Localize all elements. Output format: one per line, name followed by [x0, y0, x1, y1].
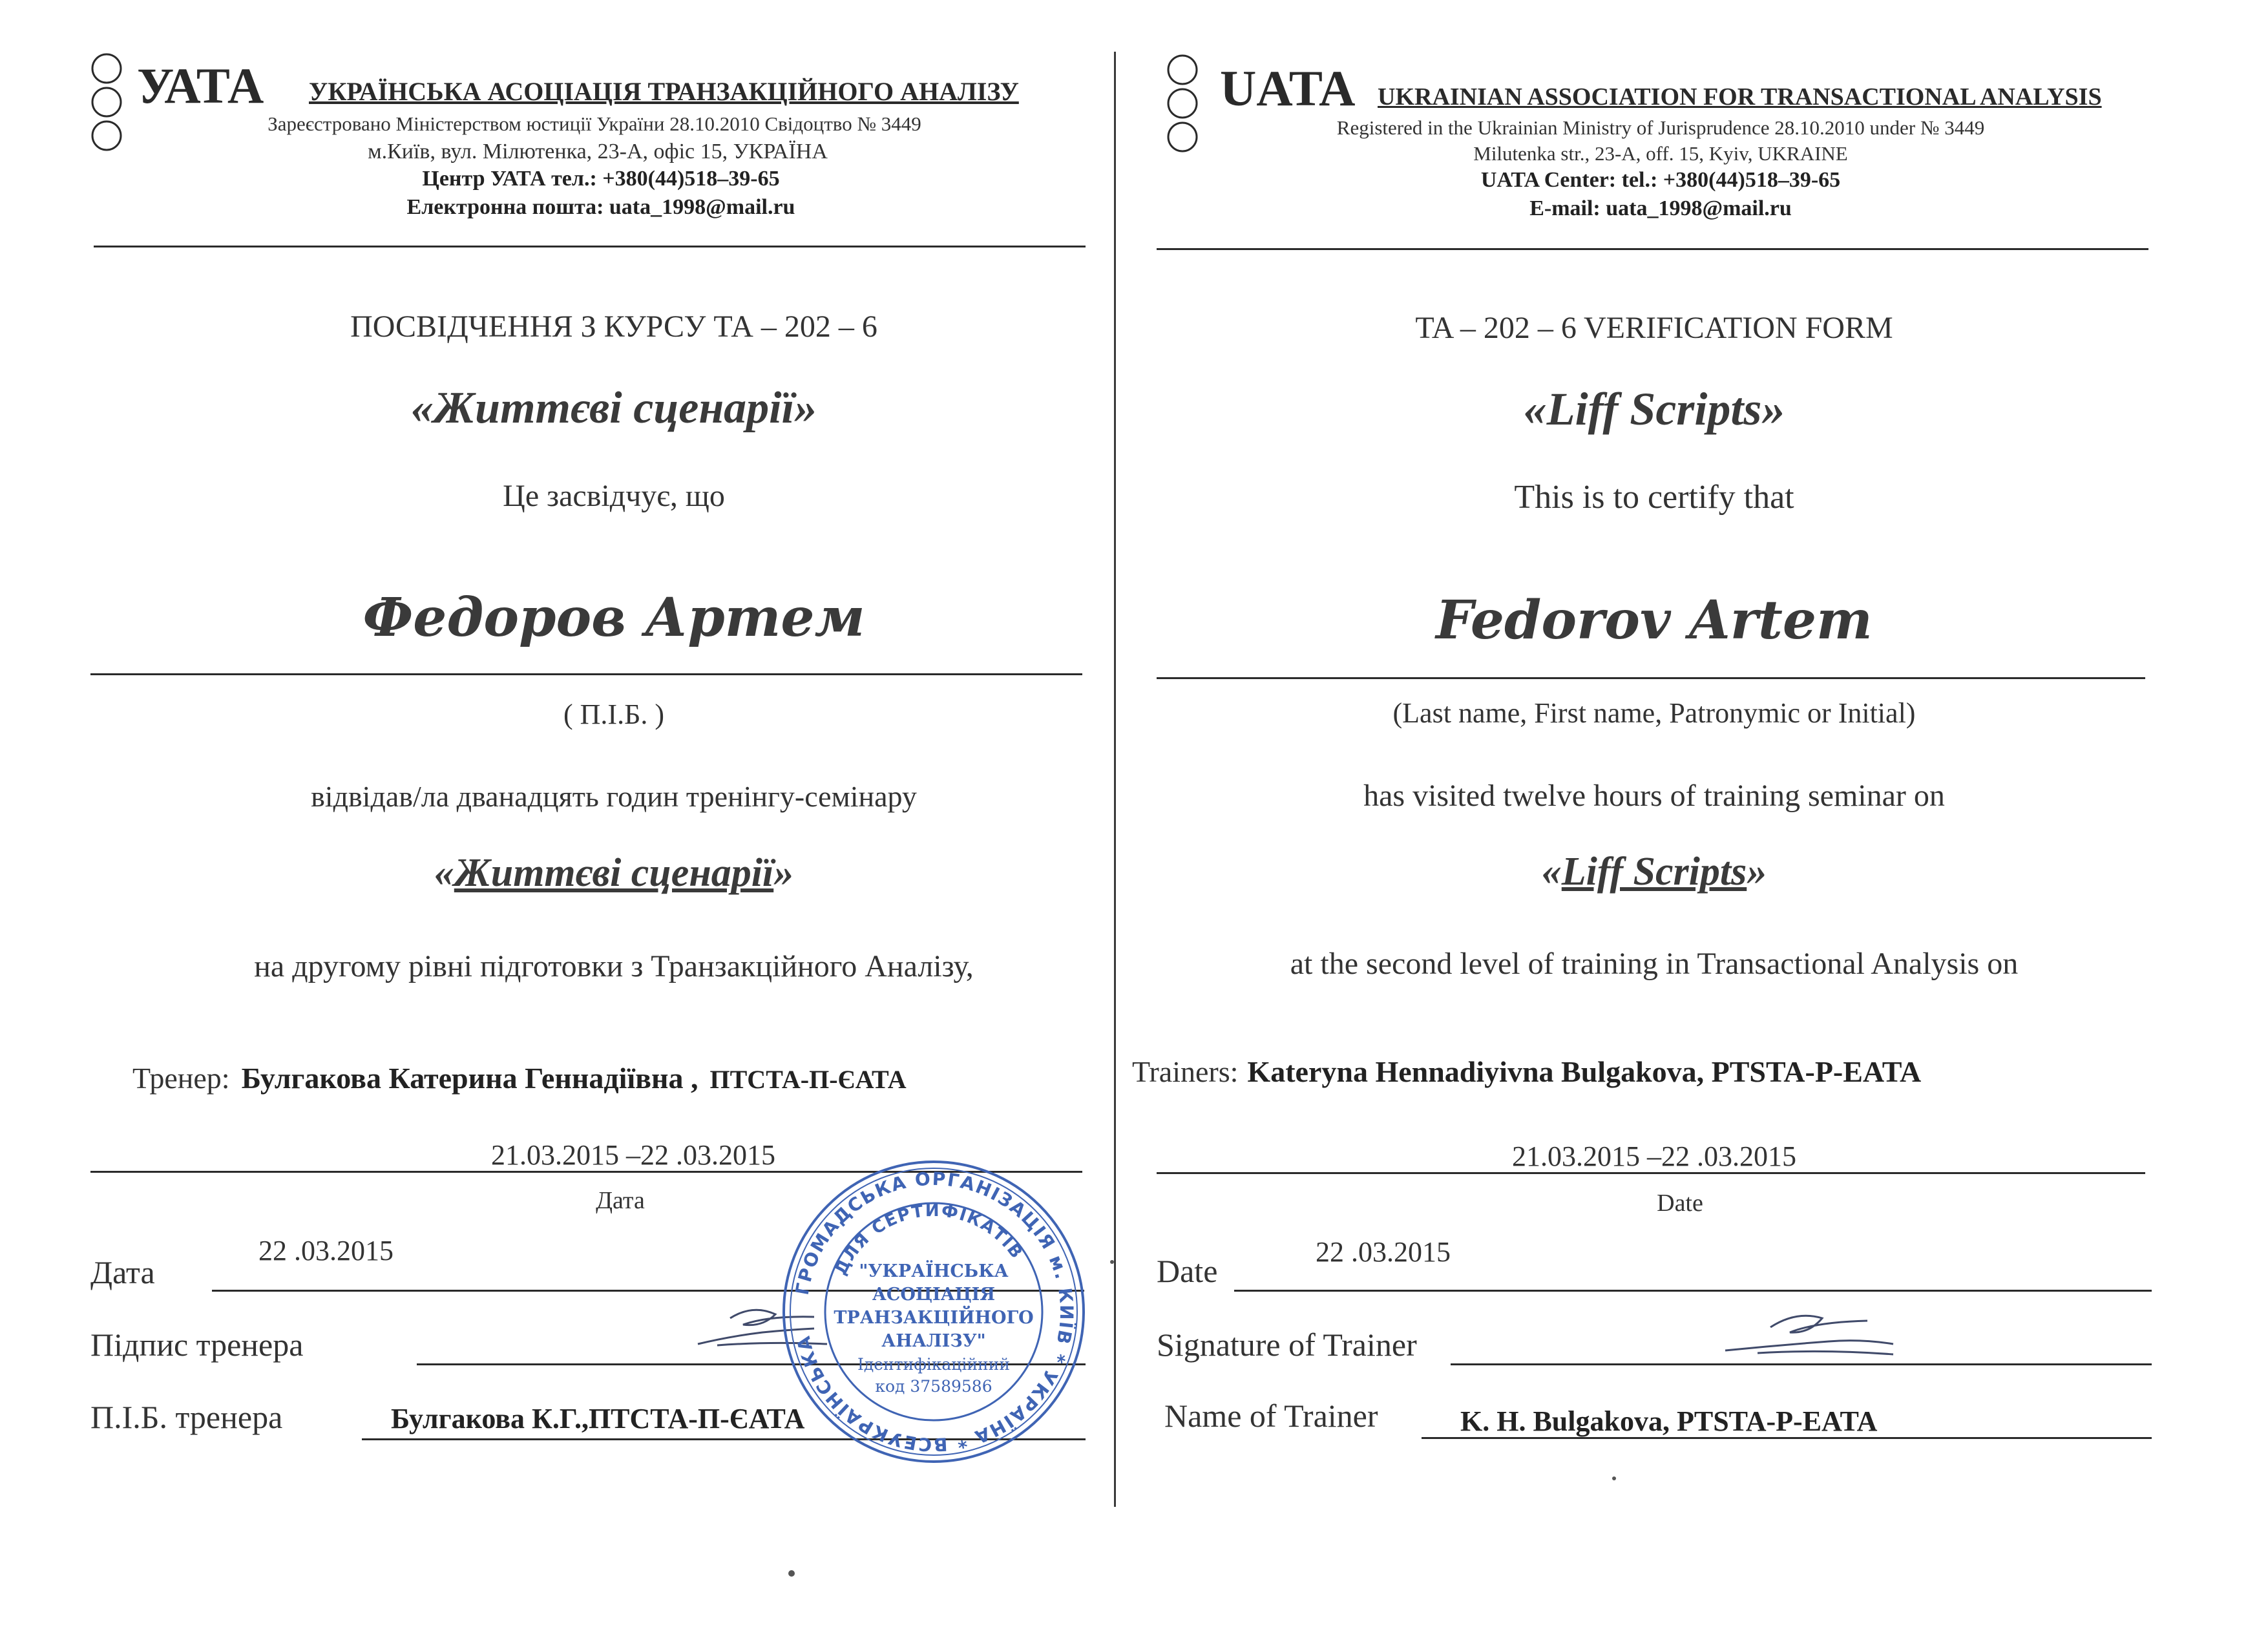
form-title: TA – 202 – 6 VERIFICATION FORM — [1415, 311, 1893, 345]
signature-field-line — [1451, 1363, 2152, 1365]
header-divider — [94, 246, 1086, 247]
uata-logo-rings-icon — [1163, 52, 1202, 155]
date-value: 22 .03.2015 — [1316, 1236, 1451, 1268]
stamp-line-3: ТРАНЗАКЦІЙНОГО — [834, 1308, 1034, 1328]
name-caption: (Last name, First name, Patronymic or Initial) — [1392, 697, 1916, 729]
stamp-line-4: АНАЛІЗУ" — [881, 1331, 986, 1351]
ink-speck — [1612, 1476, 1616, 1480]
organization-stamp — [779, 1157, 1089, 1467]
dates-underline — [1157, 1172, 2145, 1174]
date-field-line — [1234, 1290, 2152, 1292]
training-dates: 21.03.2015 –22 .03.2015 — [1512, 1140, 1796, 1172]
ink-speck — [788, 1570, 795, 1577]
registration-line: Registered in the Ukrainian Ministry of Jurisprudence 28.10.2010 under № 3449 — [1336, 116, 1985, 139]
trainer-name: Булгакова Катерина Геннадіївна , — [241, 1062, 698, 1095]
signature-label: Signature of Trainer — [1157, 1327, 1417, 1363]
trainer-label: Тренер: — [132, 1062, 230, 1095]
training-dates: 21.03.2015 –22 .03.2015 — [491, 1139, 775, 1171]
header-divider — [1157, 248, 2148, 250]
address-line: Milutenka str., 23-A, off. 15, Kyiv, UKRAINE — [1473, 142, 1848, 165]
course-title-repeat: «Життєві сценарії» — [434, 851, 794, 895]
phone-line: UATA Center: tel.: +380(44)518–39-65 — [1480, 168, 1841, 192]
name-caption: ( П.І.Б. ) — [563, 698, 664, 730]
org-name: UKRAINIAN ASSOCIATION FOR TRANSACTIONAL ANALYSIS — [1378, 83, 2102, 110]
email-line: Електронна пошта: uata_1998@mail.ru — [406, 195, 795, 219]
trainer-name-label: П.І.Б. тренера — [90, 1399, 283, 1435]
phone-line: Центр УАТА тел.: +380(44)518–39-65 — [422, 167, 780, 191]
logo-abbreviation: УАТА — [137, 58, 264, 114]
participant-name: Fedorov Artem — [1436, 589, 1873, 651]
ink-speck — [1110, 1260, 1114, 1264]
stamp-line-6: код 37589586 — [875, 1377, 992, 1396]
certify-text: Це засвідчує, що — [503, 479, 725, 513]
date-label: Дата — [90, 1254, 155, 1290]
stamp-inner-arc-text: ДЛЯ СЕРТИФІКАТІВ — [831, 1201, 1027, 1279]
trainer-credential: ПТСТА-П-ЄАТА — [709, 1065, 907, 1094]
logo-abbreviation: UATA — [1220, 60, 1356, 116]
trainer-label: Trainers: — [1132, 1055, 1239, 1088]
course-title: «Liff Scripts» — [1523, 383, 1785, 435]
participant-name: Федоров Артем — [362, 587, 865, 649]
trainer-name-label: Name of Trainer — [1164, 1398, 1378, 1434]
uata-logo-rings-icon — [87, 50, 126, 154]
course-title: «Життєві сценарії» — [410, 383, 817, 433]
trainer-name-field-line — [1422, 1437, 2152, 1439]
visited-text: has visited twelve hours of training seminar on — [1363, 779, 1945, 813]
name-underline — [1157, 677, 2145, 679]
trainer-name-value: Булгакова К.Г.,ПТСТА-П-ЄАТА — [391, 1403, 805, 1434]
trainer-line — [1132, 1055, 1921, 1089]
date-value: 22 .03.2015 — [258, 1235, 394, 1266]
center-divider — [1114, 52, 1116, 1507]
stamp-outer-text: ГРОМАДСЬКА ОРГАНІЗАЦІЯ м. КИЇВ * УКРАЇНА * ВСЕУКРАЇНСЬКА — [791, 1168, 1078, 1456]
date-label: Date — [1157, 1253, 1218, 1289]
certify-text: This is to certify that — [1514, 479, 1794, 516]
stamp-line-5: Ідентифікаційний — [857, 1355, 1011, 1374]
org-name: УКРАЇНСЬКА АСОЦІАЦІЯ ТРАНЗАКЦІЙНОГО АНАЛІЗУ — [309, 77, 1019, 106]
trainer-name-value: K. H. Bulgakova, PTSTA-P-EATA — [1460, 1405, 1878, 1437]
dates-caption: Дата — [596, 1187, 645, 1214]
trainer-line — [132, 1061, 907, 1095]
registration-line: Зареєстровано Міністерством юстиції України 28.10.2010 Свідоцтво № 3449 — [268, 112, 921, 135]
level-text: на другому рівні підготовки з Транзакційного Аналізу, — [254, 949, 974, 983]
name-underline — [90, 673, 1082, 675]
level-text: at the second level of training in Transactional Analysis on — [1290, 947, 2019, 981]
address-line: м.Київ, вул. Мілютенка, 23-А, офіс 15, УКРАЇНА — [368, 140, 828, 163]
trainer-signature-icon — [1719, 1299, 1900, 1363]
dates-caption: Date — [1657, 1190, 1703, 1217]
stamp-line-2: АСОЦІАЦІЯ — [872, 1285, 996, 1305]
visited-text: відвідав/ла дванадцять годин тренінгу-семінару — [311, 780, 917, 813]
trainer-name: Kateryna Hennadiyivna Bulgakova, PTSTA-P-EATA — [1247, 1055, 1922, 1088]
course-title-repeat: «Liff Scripts» — [1541, 850, 1767, 894]
email-line: E-mail: uata_1998@mail.ru — [1529, 196, 1792, 220]
form-title: ПОСВІДЧЕННЯ З КУРСУ ТА – 202 – 6 — [350, 310, 877, 344]
signature-label: Підпис тренера — [90, 1327, 304, 1363]
stamp-line-1: "УКРАЇНСЬКА — [859, 1261, 1009, 1281]
